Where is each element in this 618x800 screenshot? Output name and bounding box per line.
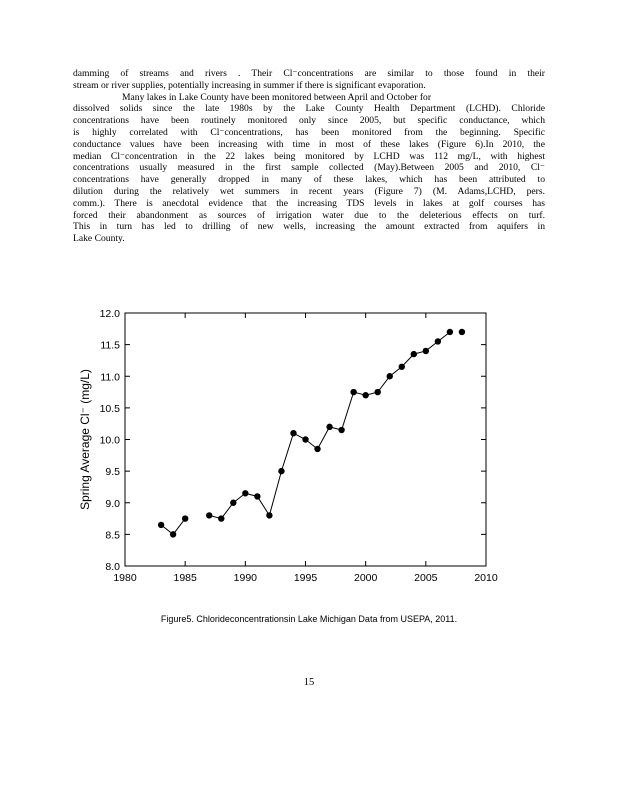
data-point: [350, 389, 356, 395]
x-tick-label: 2005: [414, 572, 438, 584]
data-point: [326, 424, 332, 430]
data-point: [447, 329, 453, 335]
body-line: comm.). There is anecdotal evidence that the increasing TDS levels in lakes at golf courses has: [73, 197, 545, 209]
data-point: [158, 522, 164, 528]
data-point: [230, 500, 236, 506]
data-point: [206, 512, 212, 518]
body-line: This in turn has led to drilling of new wells, increasing the amount extracted from aquifers in: [73, 221, 545, 233]
y-axis-label: Spring Average Cl⁻ (mg/L): [78, 369, 92, 510]
data-point: [423, 348, 429, 354]
body-line: is highly correlated with Cl⁻concentrations, has been monitored from the beginning. Specific: [73, 126, 545, 138]
x-tick-label: 1980: [113, 572, 137, 584]
data-point: [435, 338, 441, 344]
data-point: [459, 329, 465, 335]
data-point: [302, 436, 308, 442]
y-tick-label: 8.5: [105, 529, 120, 542]
data-point: [218, 515, 224, 521]
data-point: [387, 373, 393, 379]
body-line: conductance values have been increasing with time in most of these lakes (Figure 6).In 2010, the: [73, 138, 545, 150]
body-line: forced their abandonment as sources of irrigation water due to the deleterious effects on turf.: [73, 209, 545, 221]
data-point: [242, 490, 248, 496]
y-tick-label: 9.5: [105, 466, 120, 479]
x-tick-label: 2010: [474, 572, 498, 584]
x-tick-label: 1985: [173, 572, 197, 584]
body-line: Many lakes in Lake County have been monitored between April and October for: [122, 91, 432, 103]
body-line: Lake County.: [73, 233, 125, 245]
data-point: [254, 493, 260, 499]
body-line: dissolved solids since the late 1980s by the Lake County Health Department (LCHD). Chloride: [73, 103, 545, 115]
body-line: concentrations usually measured in the first sample collected (May).Between 2005 and 2010, Cl⁻: [73, 162, 545, 174]
y-tick-label: 9.0: [105, 497, 120, 510]
data-point: [411, 351, 417, 357]
y-tick-label: 11.5: [100, 339, 120, 352]
body-line: damming of streams and rivers . Their Cl⁻concentrations are similar to those found in their: [73, 68, 545, 79]
x-tick-label: 1995: [293, 572, 318, 584]
body-line: stream or river supplies, potentially increasing in summer if there is significant evaporation.: [73, 79, 426, 91]
y-tick-label: 12.0: [99, 308, 120, 320]
body-line: concentrations have been routinely monitored only since 2005, but specific conductance, which: [73, 115, 545, 127]
data-point: [362, 392, 368, 398]
y-tick-label: 11.0: [100, 371, 120, 384]
data-point: [266, 512, 272, 518]
figure-caption: Figure5. Chlorideconcentrationsin Lake Michigan Data from USEPA, 2011.: [160, 614, 458, 624]
body-line: dilution during the relatively wet summers in recent years (Figure 7) (M. Adams,LCHD, pers.: [73, 185, 545, 197]
data-point: [314, 446, 320, 452]
data-point: [399, 364, 405, 370]
body-line: concentrations have generally dropped in many of these lakes, which has been attributed to: [73, 174, 545, 186]
data-point: [290, 430, 296, 436]
body-line: median Cl⁻concentration in the 22 lakes being monitored by LCHD was 112 mg/L, with highest: [73, 150, 545, 162]
y-tick-label: 8.0: [105, 561, 120, 573]
data-point: [278, 468, 284, 474]
data-point: [375, 389, 381, 395]
x-tick-label: 1990: [233, 572, 258, 584]
data-point: [338, 427, 344, 433]
x-tick-label: 2000: [353, 572, 378, 584]
y-tick-label: 10.0: [99, 434, 120, 447]
data-point: [182, 515, 188, 521]
page-number: 15: [303, 677, 315, 688]
y-tick-label: 10.5: [99, 402, 120, 415]
data-point: [170, 531, 176, 537]
